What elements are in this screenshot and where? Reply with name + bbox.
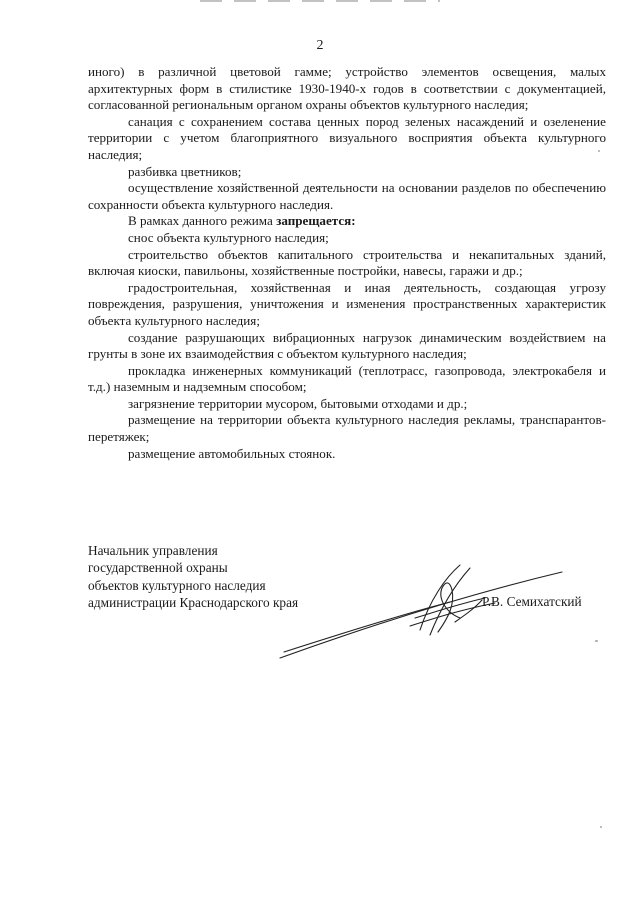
scan-speck bbox=[598, 150, 600, 152]
position-line: Начальник управления bbox=[88, 543, 218, 558]
document-body bbox=[88, 64, 606, 462]
prohibition-heading bbox=[88, 213, 606, 230]
prohibition-item: загрязнение территории мусором, бытовыми отходами и др.; bbox=[128, 395, 468, 411]
signatory-name: Р.В. Семихатский bbox=[482, 594, 582, 609]
handwritten-signature bbox=[270, 560, 570, 670]
paragraph-lighting: иного) в различной цветовой гамме; устройство элементов освещения, малых архитектурных форм в стилистике 1930-1940-х годов в соответствии с документацией, согласованной региональным органом охраны объектов культурного наследия; bbox=[88, 64, 606, 113]
paragraph-sanitation: санация с сохранением состава ценных пород зеленых насаждений и озеленение территории с учетом благоприятного визуального восприятия объекта культурного наследия; bbox=[88, 113, 606, 162]
prohibition-item: прокладка инженерных коммуникаций (теплотрасс, газопровода, электрокабеля и т.д.) наземным и надземным способом; bbox=[88, 362, 606, 395]
top-scan-mark bbox=[200, 0, 440, 2]
position-line: государственной охраны bbox=[88, 560, 228, 576]
page-number: 2 bbox=[316, 38, 324, 53]
position-line: администрации Краснодарского края bbox=[88, 595, 299, 611]
prohibition-keyword: запрещается: bbox=[276, 213, 356, 229]
scan-speck bbox=[600, 826, 602, 828]
position-line: объектов культурного наследия bbox=[88, 577, 266, 593]
prohibition-item: размещение на территории объекта культурного наследия рекламы, транспарантов-перетяжек; bbox=[88, 412, 606, 445]
prohibition-item: строительство объектов капитального строительства и некапитальных зданий, включая киоски, павильоны, хозяйственные постройки, навесы, гаражи и др.; bbox=[88, 246, 606, 279]
prohibition-item: снос объекта культурного наследия; bbox=[128, 229, 329, 245]
paragraph-economic-activity: осуществление хозяйственной деятельности на основании разделов по обеспечению сохранности объекта культурного наследия. bbox=[88, 180, 606, 212]
paragraph-flowerbeds: разбивка цветников; bbox=[128, 163, 242, 179]
prohibition-item: размещение автомобильных стоянок. bbox=[128, 445, 336, 461]
prohibition-intro: В рамках данного режима bbox=[128, 213, 273, 229]
scan-speck bbox=[595, 640, 598, 642]
prohibition-item: градостроительная, хозяйственная и иная деятельность, создающая угрозу повреждения, разрушения, уничтожения и изменения пространственных характеристик объекта культурного наследия; bbox=[88, 279, 606, 328]
prohibition-item: создание разрушающих вибрационных нагрузок динамическим воздействием на грунты в зоне их взаимодействия с объектом культурного наследия; bbox=[88, 329, 606, 362]
